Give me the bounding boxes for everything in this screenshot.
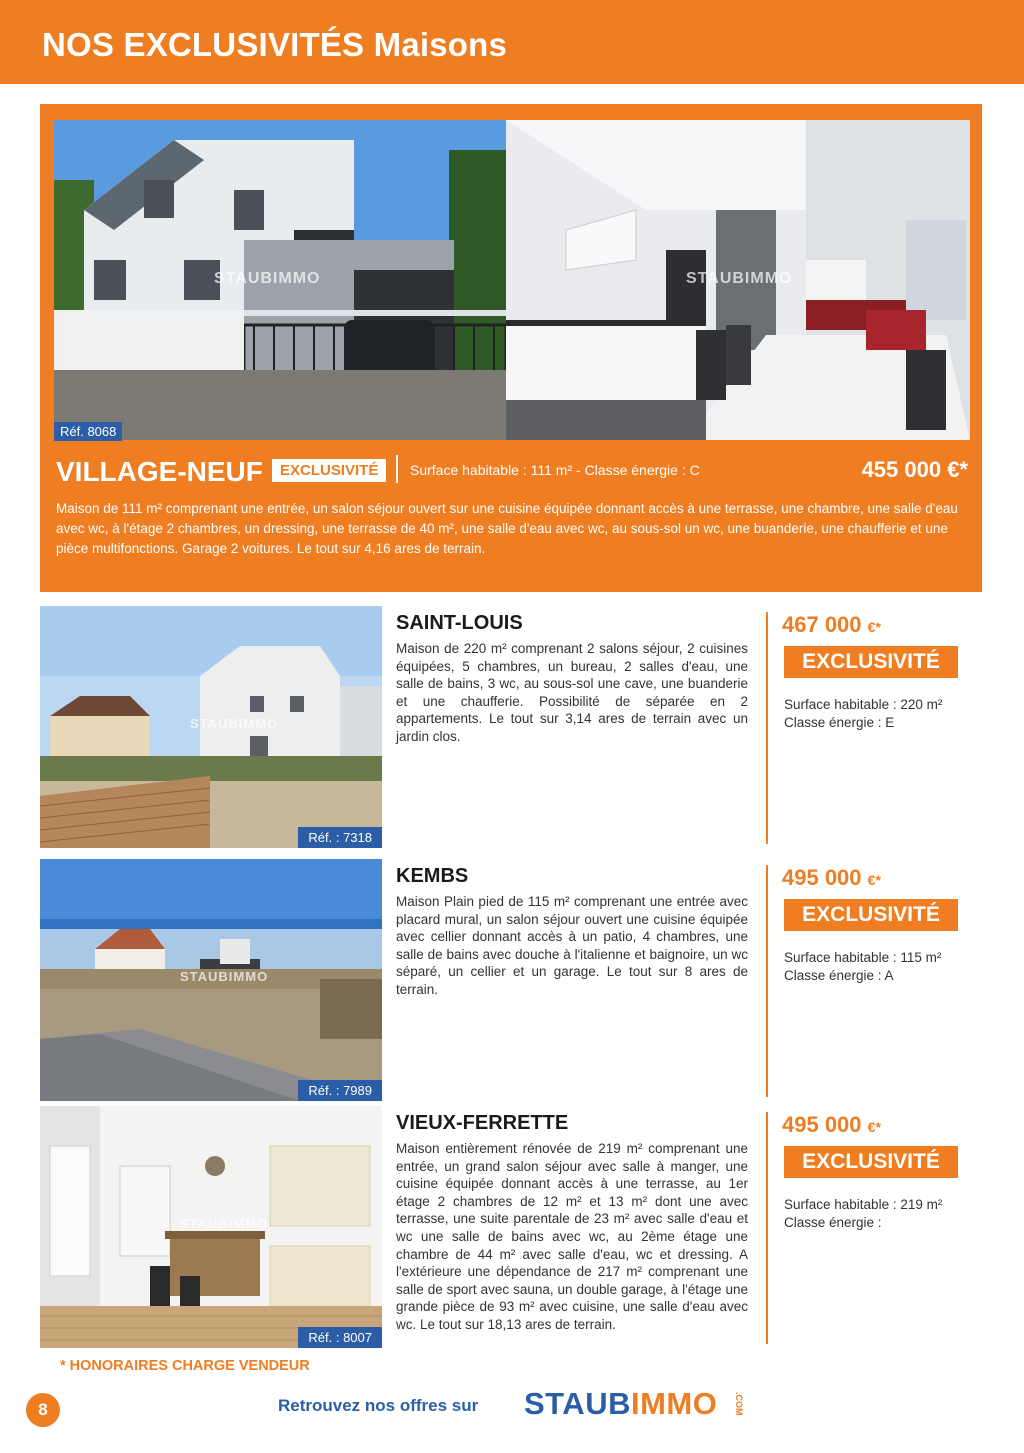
photo-watermark: STAUBIMMO — [180, 969, 269, 984]
listing-price — [782, 865, 881, 891]
featured-description: Maison de 111 m² comprenant une entrée, un salon séjour ouvert sur une cuisine équipée donnant accès à une terrasse, une chambre, une salle d'eau avec wc, à l'étage 2 chambres, un dressing, une terrasse de 40 m², une salle d'eau avec wc, au sous-sol un wc, une buanderie, une chaufferie et une pièce multifonctions. Garage 2 voitures. Le tout sur 4,16 ares de terrain. — [56, 501, 958, 556]
featured-specs: Surface habitable : 111 m² - Classe énergie : C — [410, 462, 700, 478]
price-value: 495 000 — [782, 1112, 862, 1137]
photo-watermark: STAUBIMMO — [686, 270, 793, 287]
exclusivite-badge: EXCLUSIVITÉ — [784, 899, 958, 931]
featured-ref: Réf. 8068 — [54, 422, 122, 441]
listing-specs — [784, 696, 942, 732]
featured-price: 455 000 €* — [861, 457, 968, 482]
exclusivite-badge: EXCLUSIVITÉ — [784, 1146, 958, 1178]
listing-city: VIEUX-FERRETTE — [396, 1112, 569, 1134]
logo-staub-text: STAUB — [524, 1386, 631, 1421]
price-value: 495 000 — [782, 865, 862, 890]
surface-text: Surface habitable : 219 m² — [784, 1197, 943, 1212]
energy-class-text: Classe énergie : — [784, 1215, 882, 1230]
offers-cta: Retrouvez nos offres sur — [278, 1396, 479, 1415]
listing-specs — [784, 1196, 942, 1232]
listing-ref: Réf. : 7989 — [298, 1080, 382, 1101]
listing-description: Maison de 220 m² comprenant 2 salons séjour, 2 cuisines équipées, 5 chambres, un bureau, 2 salles d'eau, une salle de bains, 3 wc, au sous-sol une cave, une buanderie et une chaufferie. Possibilité de séparée en 2 appartements. Le tout sur 3,14 ares de terrain avec un jardin clos. — [396, 641, 748, 744]
price-currency: €* — [867, 1119, 881, 1135]
staubimmo-logo[interactable] — [524, 1386, 744, 1426]
featured-listing — [40, 104, 982, 592]
page-title: NOS EXCLUSIVITÉS Maisons — [42, 26, 508, 63]
photo-watermark: STAUBIMMO — [180, 1216, 269, 1231]
listing-card — [40, 1106, 982, 1348]
divider — [766, 1112, 768, 1344]
photo-watermark: STAUBIMMO — [214, 270, 321, 287]
listing-photo[interactable] — [40, 606, 382, 848]
featured-city: VILLAGE-NEUF — [56, 456, 263, 487]
price-value: 467 000 — [782, 612, 862, 637]
exclusivite-badge: EXCLUSIVITÉ — [784, 646, 958, 678]
listing-price — [782, 1112, 881, 1138]
listing-specs — [784, 949, 941, 985]
energy-class-text: Classe énergie : A — [784, 968, 894, 983]
fees-footnote: * HONORAIRES CHARGE VENDEUR — [60, 1358, 310, 1374]
listing-card — [40, 606, 982, 848]
featured-exclusivite-badge: EXCLUSIVITÉ — [272, 459, 386, 482]
featured-photo-exterior[interactable] — [54, 120, 506, 440]
divider — [766, 865, 768, 1097]
surface-text: Surface habitable : 115 m² — [784, 950, 942, 965]
listing-photo[interactable] — [40, 1106, 382, 1348]
listing-description: Maison entièrement rénovée de 219 m² comprenant une entrée, un grand salon séjour avec salle à manger, une cuisine équipée donnant accès à une terrasse, au 1er étage 2 chambres de 12 m² et 13 m² dont une avec terrasse, une suite parentale de 23 m² avec salle d'eau et wc une salle de bains avec wc, au 2ème étage une chambre de 44 m² avec salle d'eau, wc et dressing. A l'extérieure une dépendance de 217 m² comprenant une salle de sport avec sauna, un double garage, à l'étage une grande pièce de 93 m² avec cuisine, une salle d'eau avec wc. Le tout sur 18,13 ares de terrain. — [396, 1141, 748, 1332]
price-currency: €* — [867, 872, 881, 888]
listing-city: SAINT-LOUIS — [396, 612, 523, 634]
energy-class-text: Classe énergie : E — [784, 715, 895, 730]
listing-price — [782, 612, 881, 638]
divider — [766, 612, 768, 844]
listing-ref: Réf. : 7318 — [298, 827, 382, 848]
page-header — [0, 0, 1024, 84]
listing-card — [40, 859, 982, 1101]
listing-city: KEMBS — [396, 865, 469, 887]
surface-text: Surface habitable : 220 m² — [784, 697, 943, 712]
photo-watermark: STAUBIMMO — [190, 716, 279, 731]
listing-ref: Réf. : 8007 — [298, 1327, 382, 1348]
logo-dotcom-text: .COM — [734, 1392, 744, 1416]
logo-immo-text: IMMO — [630, 1386, 718, 1421]
price-currency: €* — [867, 619, 881, 635]
divider — [396, 455, 398, 483]
featured-photo-kitchen[interactable] — [506, 120, 970, 440]
listing-description: Maison Plain pied de 115 m² comprenant une entrée avec placard mural, un salon séjour ouvert une cuisine équipée avec cellier donnant accès à un patio, 4 chambres, une salle de bains avec douche à l'italienne et baignoire, un wc séparé, un cellier et un garage. Le tout sur 8 ares de terrain. — [396, 894, 748, 997]
page-number: 8 — [26, 1393, 60, 1427]
listing-photo[interactable] — [40, 859, 382, 1101]
